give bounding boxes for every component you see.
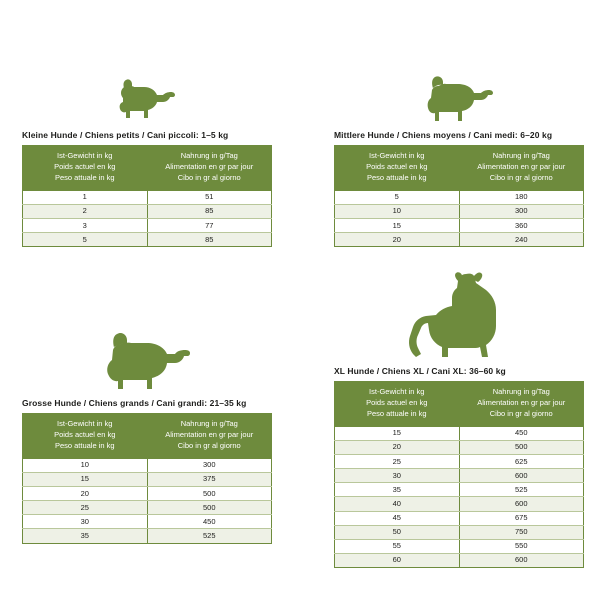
cell-food: 600 [459, 497, 584, 511]
column-header-weight: Ist-Gewicht in kg Poids actuel en kg Peso attuale in kg [335, 146, 460, 191]
table-row [335, 233, 584, 247]
xl-dog-icon [404, 272, 514, 360]
panel-large-dogs [22, 300, 272, 544]
medium-dog-icon [424, 74, 494, 124]
cell-weight: 15 [335, 426, 460, 440]
table-row [23, 458, 272, 472]
cell-food: 500 [147, 487, 272, 501]
cell-weight: 55 [335, 539, 460, 553]
cell-weight: 5 [23, 233, 148, 247]
large-dog-icon [103, 330, 191, 392]
table-row [23, 233, 272, 247]
panel-medium-dogs [334, 60, 584, 247]
table-row [23, 219, 272, 233]
cell-weight: 15 [335, 219, 460, 233]
cell-food: 525 [459, 483, 584, 497]
column-header-weight: Ist-Gewicht in kg Poids actuel en kg Peso attuale in kg [335, 382, 460, 427]
cell-food: 360 [459, 219, 584, 233]
cell-weight: 15 [23, 472, 148, 486]
medium-dog-icon-wrap [334, 60, 584, 124]
table-row [23, 515, 272, 529]
table-row [23, 472, 272, 486]
table-header-row [23, 146, 272, 191]
feeding-table-large [22, 413, 272, 543]
panel-title: Grosse Hunde / Chiens grands / Cani grandi: 21–35 kg [22, 398, 247, 408]
large-dog-icon-wrap [22, 300, 272, 392]
cell-food: 300 [459, 204, 584, 218]
table-row [23, 529, 272, 543]
cell-food: 85 [147, 233, 272, 247]
table-row [23, 190, 272, 204]
table-row [335, 204, 584, 218]
cell-weight: 30 [335, 469, 460, 483]
cell-weight: 50 [335, 525, 460, 539]
table-row [335, 190, 584, 204]
cell-weight: 2 [23, 204, 148, 218]
table-row [335, 455, 584, 469]
panel-small-dogs [22, 60, 272, 247]
cell-food: 375 [147, 472, 272, 486]
panel-title: XL Hunde / Chiens XL / Cani XL: 36–60 kg [334, 366, 506, 376]
cell-food: 51 [147, 190, 272, 204]
table-header-row [335, 146, 584, 191]
cell-weight: 45 [335, 511, 460, 525]
feeding-table-small [22, 145, 272, 247]
column-header-food: Nahrung in g/Tag Alimentation en gr par jour Cibo in gr al giorno [459, 382, 584, 427]
cell-weight: 30 [23, 515, 148, 529]
cell-food: 600 [459, 553, 584, 567]
cell-food: 240 [459, 233, 584, 247]
table-header-row [23, 414, 272, 459]
cell-food: 85 [147, 204, 272, 218]
column-header-food: Nahrung in g/Tag Alimentation en gr par jour Cibo in gr al giorno [147, 414, 272, 459]
cell-weight: 25 [335, 455, 460, 469]
cell-food: 550 [459, 539, 584, 553]
cell-weight: 60 [335, 553, 460, 567]
table-row [23, 487, 272, 501]
cell-food: 625 [459, 455, 584, 469]
table-row [335, 539, 584, 553]
table-row [335, 483, 584, 497]
cell-weight: 20 [335, 233, 460, 247]
cell-weight: 1 [23, 190, 148, 204]
cell-weight: 35 [23, 529, 148, 543]
small-dog-icon [118, 78, 176, 124]
cell-food: 500 [459, 440, 584, 454]
small-dog-icon-wrap [22, 60, 272, 124]
cell-food: 450 [459, 426, 584, 440]
table-row [335, 511, 584, 525]
feeding-table-xl [334, 381, 584, 568]
cell-weight: 5 [335, 190, 460, 204]
table-header-row [335, 382, 584, 427]
cell-weight: 20 [23, 487, 148, 501]
feeding-table-medium [334, 145, 584, 247]
column-header-food: Nahrung in g/Tag Alimentation en gr par jour Cibo in gr al giorno [147, 146, 272, 191]
cell-food: 180 [459, 190, 584, 204]
cell-weight: 10 [335, 204, 460, 218]
column-header-food: Nahrung in g/Tag Alimentation en gr par jour Cibo in gr al giorno [459, 146, 584, 191]
cell-food: 525 [147, 529, 272, 543]
cell-food: 750 [459, 525, 584, 539]
column-header-weight: Ist-Gewicht in kg Poids actuel en kg Peso attuale in kg [23, 414, 148, 459]
cell-food: 450 [147, 515, 272, 529]
cell-food: 77 [147, 219, 272, 233]
table-row [23, 204, 272, 218]
table-row [335, 497, 584, 511]
table-row [335, 426, 584, 440]
panel-title: Mittlere Hunde / Chiens moyens / Cani medi: 6–20 kg [334, 130, 553, 140]
cell-food: 500 [147, 501, 272, 515]
cell-weight: 3 [23, 219, 148, 233]
table-row [335, 219, 584, 233]
cell-weight: 25 [23, 501, 148, 515]
cell-food: 675 [459, 511, 584, 525]
table-row [335, 553, 584, 567]
table-row [335, 440, 584, 454]
cell-weight: 35 [335, 483, 460, 497]
cell-food: 300 [147, 458, 272, 472]
table-row [23, 501, 272, 515]
cell-weight: 40 [335, 497, 460, 511]
table-row [335, 469, 584, 483]
panel-xl-dogs [334, 268, 584, 568]
panel-title: Kleine Hunde / Chiens petits / Cani piccoli: 1–5 kg [22, 130, 229, 140]
cell-weight: 20 [335, 440, 460, 454]
column-header-weight: Ist-Gewicht in kg Poids actuel en kg Peso attuale in kg [23, 146, 148, 191]
cell-weight: 10 [23, 458, 148, 472]
cell-food: 600 [459, 469, 584, 483]
xl-dog-icon-wrap [334, 268, 584, 360]
table-row [335, 525, 584, 539]
